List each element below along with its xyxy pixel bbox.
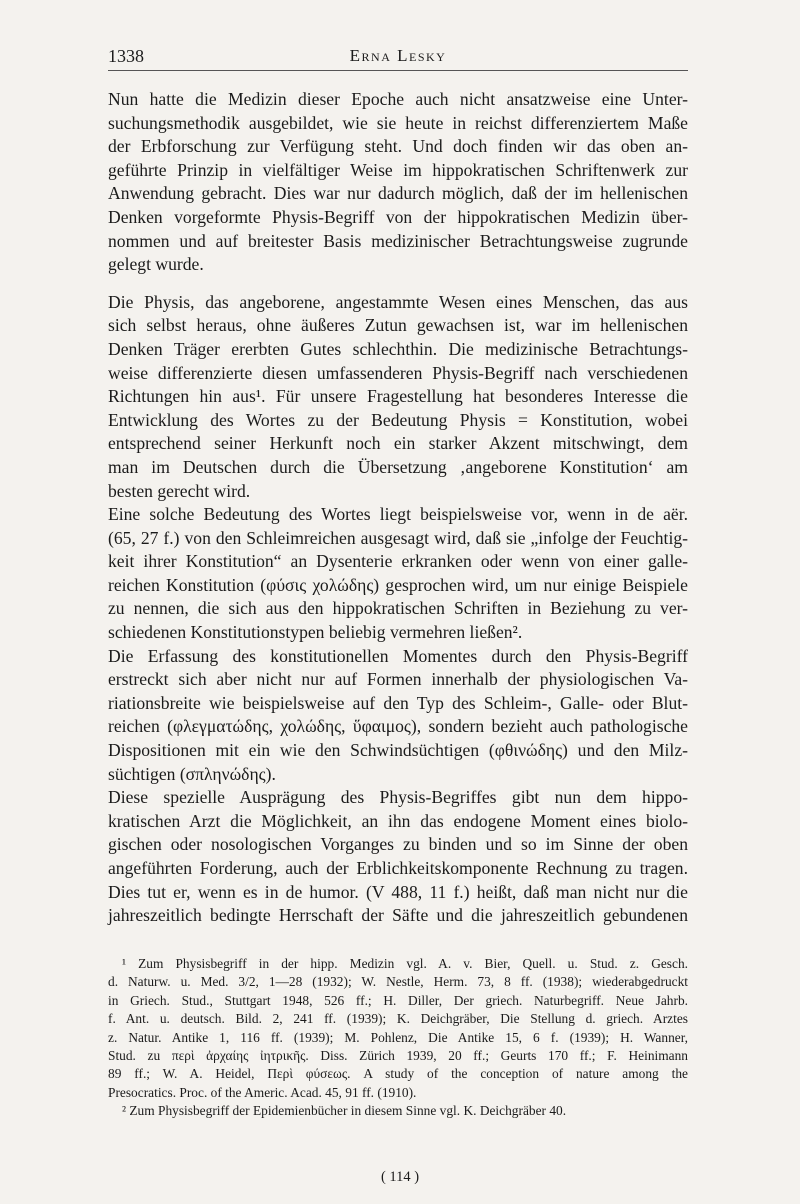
text-line: der Erbforschung zur Verfügung steht. Und doch finden wir das oben an- (108, 136, 688, 157)
text-line: man im Deutschen durch die Übersetzung ‚angeborene Konstitution‘ am (108, 456, 688, 477)
text-line: gischen oder nosologischen Vorganges zu binden und so im Sinne der oben (108, 834, 688, 855)
text-line: kratischen Arzt die Möglichkeit, an ihn das endogene Moment eines biolo- (108, 810, 688, 831)
footnote-line: Presocratics. Proc. of the Americ. Acad. 45, 91 ff. (1910). (108, 1084, 417, 1100)
running-head-author: Erna Lesky (349, 46, 447, 65)
footnote-line: f. Ant. u. deutsch. Bild. 2, 241 ff. (1939); K. Deichgräber, Die Stellung d. griech. Arztes (108, 1011, 688, 1027)
footnote-line: d. Naturw. u. Med. 3/2, 1—28 (1932); W. Nestle, Herm. 73, 8 ff. (1938); wiederabgedruckt (108, 974, 688, 990)
footnote-line: 89 ff.; W. A. Heidel, Περὶ φύσεως. A study of the conception of nature among the (108, 1066, 688, 1082)
text-line: geführte Prinzip in vielfältiger Weise im hippokratischen Schriftenwerk zur (108, 159, 688, 180)
footnote-line: Stud. zu περὶ ἀρχαίης ἰητρικῆς. Diss. Zürich 1939, 20 ff.; Geurts 170 ff.; F. Heinimann (108, 1047, 688, 1063)
text-line: nommen und auf breitester Basis medizinischer Betrachtungsweise zugrunde (108, 230, 688, 251)
text-line: jahreszeitlich bedingte Herrschaft der Säfte und die jahreszeitlich gebundenen (108, 905, 688, 926)
text-line: Die Erfassung des konstitutionellen Momentes durch den Physis-Begriff (108, 645, 688, 666)
text-line: schiedenen Konstitutionstypen beliebig vermehren ließen². (108, 622, 523, 643)
text-line: suchungsmethodik ausgebildet, wie sie heute in reichst differenziertem Maße (108, 112, 688, 133)
text-line: Eine solche Bedeutung des Wortes liegt beispielsweise vor, wenn in de aër. (108, 504, 688, 525)
text-line: erstreckt sich aber nicht nur auf Formen innerhalb der physiologischen Va- (108, 669, 688, 690)
text-line: reichen (φλεγματώδης, χολώδης, ὕφαιμος), sondern bezieht auch pathologische (108, 716, 688, 737)
text-line: Denken Träger ererbten Gutes schlechthin. Die medizinische Betrachtungs- (108, 338, 688, 359)
text-line: Denken vorgeformte Physis-Begriff von der hippokratischen Medizin über- (108, 206, 688, 227)
text-line: Diese spezielle Ausprägung des Physis-Begriffes gibt nun dem hippo- (108, 787, 688, 808)
text-line: reichen Konstitution (φύσις χολώδης) gesprochen wird, um nur einige Beispiele (108, 574, 688, 595)
text-line: weise differenzierte diesen umfassenderen Physis-Begriff nach verschiedenen (108, 362, 688, 383)
folio-number: ( 114 ) (380, 1169, 420, 1185)
text-line: keit ihrer Konstitution“ an Dysenterie erkranken oder wenn von einer galle- (108, 551, 688, 572)
footnote-line: z. Natur. Antike 1, 116 ff. (1939); M. Pohlenz, Die Antike 15, 6 f. (1939); H. Wanner, (108, 1029, 688, 1045)
footnote-line: ² Zum Physisbegriff der Epidemienbücher in diesem Sinne vgl. K. Deichgräber 40. (122, 1103, 567, 1119)
main-text (108, 88, 688, 928)
text-line: Richtungen hin aus¹. Für unsere Fragestellung hat besonderes Interesse die (108, 386, 688, 407)
text-line: süchtigen (σπληνώδης). (108, 763, 276, 784)
text-line: besten gerecht wird. (108, 480, 251, 501)
text-line: riationsbreite wie beispielsweise auf den Typ des Schleim-, Galle- oder Blut- (108, 692, 688, 713)
text-line: gelegt wurde. (108, 254, 204, 275)
footnote-line: in Griech. Stud., Stuttgart 1948, 526 ff.; H. Diller, Der griech. Naturbegriff. Neue Jahrb. (108, 992, 688, 1008)
running-header (108, 46, 688, 71)
text-line: Entwicklung des Wortes zu der Bedeutung Physis = Konstitution, wobei (108, 409, 688, 430)
text-line: sich selbst heraus, ohne äußeres Zutun gewachsen ist, war im hellenischen (108, 315, 688, 336)
page-number: 1338 (108, 46, 144, 66)
text-line: angeführten Forderung, auch der Erblichkeitskomponente Rechnung zu tragen. (108, 858, 688, 878)
text-line: entsprechend seiner Herkunft noch ein starker Akzent mitschwingt, dem (108, 433, 688, 454)
text-line: zu nennen, die sich aus den hippokratischen Schriften in Beziehung zu ver- (108, 598, 688, 619)
text-line: Die Physis, das angeborene, angestammte Wesen eines Menschen, das aus (108, 291, 688, 312)
footnote-line: ¹ Zum Physisbegriff in der hipp. Medizin vgl. A. v. Bier, Quell. u. Stud. z. Gesch. (122, 956, 688, 971)
text-line: (65, 27 f.) von den Schleimreichen ausgesagt wird, daß sie „infolge der Feuchtig- (108, 527, 688, 548)
footnotes (108, 955, 688, 1121)
paragraph-gap (108, 277, 688, 291)
text-line: Dies tut er, wenn es in de humor. (V 488, 11 f.) heißt, daß man nicht nur die (108, 881, 688, 902)
text-line: Nun hatte die Medizin dieser Epoche auch nicht ansatzweise eine Unter- (108, 89, 688, 109)
text-line: Dispositionen mit ein wie den Schwindsüchtigen (φθινώδης) und den Milz- (108, 740, 688, 761)
text-line: Anwendung gebracht. Dies war nur dadurch möglich, daß der im hellenischen (108, 183, 688, 204)
